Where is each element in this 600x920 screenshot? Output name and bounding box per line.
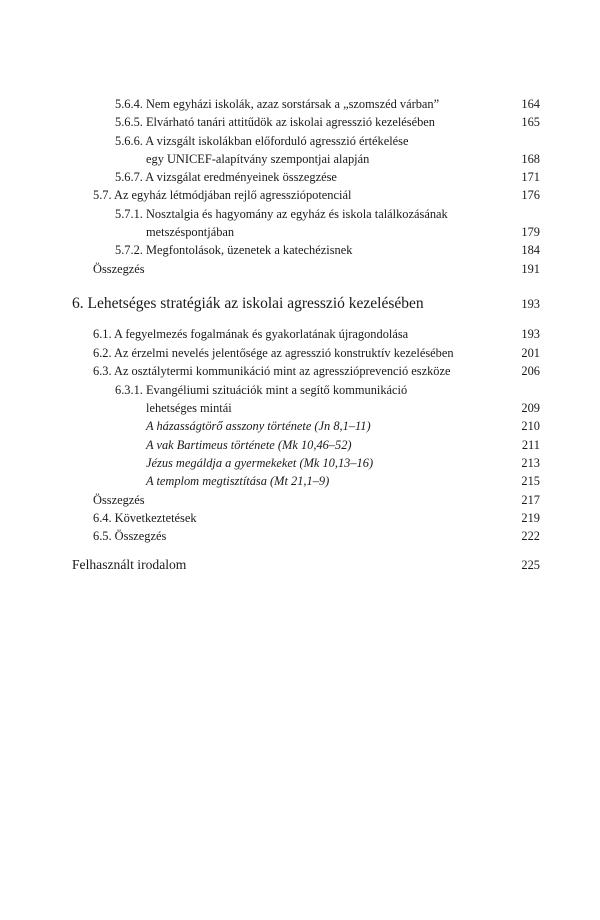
toc-entry-title: Jézus megáldja a gyermekeket (Mk 10,13–16) — [146, 456, 374, 470]
toc-entry-page: 219 — [521, 511, 540, 525]
toc-entry-title: A vak Bartimeus története (Mk 10,46–52) — [146, 438, 352, 452]
toc-entry-title: Összegzés — [93, 262, 145, 276]
toc-entry-page: 201 — [521, 346, 540, 360]
toc-chapter-page: 193 — [521, 297, 540, 311]
toc-entry-page: 184 — [521, 243, 540, 257]
toc-entry-title: 6.4. Következtetések — [93, 511, 197, 525]
toc-entry-page: 225 — [521, 558, 540, 572]
toc-entry-page: 222 — [521, 529, 540, 543]
toc-entry-page: 210 — [521, 419, 540, 433]
toc-entry-page: 191 — [521, 262, 540, 276]
toc-entry-title: 5.7. Az egyház létmódjában rejlő agressziópotenciál — [93, 188, 352, 202]
toc-entry-title: lehetséges mintái — [146, 401, 232, 415]
toc-entry-title: Felhasznált irodalom — [72, 557, 187, 572]
toc-entry-page: 217 — [521, 493, 540, 507]
toc-entry-page: 179 — [521, 225, 540, 239]
toc-entry-page: 193 — [521, 327, 540, 341]
toc-entry-title: egy UNICEF-alapítvány szempontjai alapján — [146, 152, 370, 166]
toc-entry-title: 6.3. Az osztálytermi kommunikáció mint az agresszióprevenció eszköze — [93, 364, 451, 378]
toc-entry-page: 171 — [521, 170, 540, 184]
toc-entry-title: 5.6.5. Elvárható tanári attitűdök az iskolai agresszió kezelésében — [115, 115, 435, 129]
toc-chapter-title: 6. Lehetséges stratégiák az iskolai agresszió kezelésében — [72, 295, 424, 312]
toc-entry-title: 6.1. A fegyelmezés fogalmának és gyakorlatának újragondolása — [93, 327, 409, 341]
toc-entry-page: 164 — [521, 97, 540, 111]
toc-entry-page: 213 — [521, 456, 540, 470]
toc-entry-page: 209 — [521, 401, 540, 415]
toc-entry-title: 6.5. Összegzés — [93, 529, 167, 543]
toc-entry-title: A házasságtörő asszony története (Jn 8,1–11) — [146, 419, 371, 433]
toc-entry-title: 5.6.6. A vizsgált iskolákban előforduló agresszió értékelése — [115, 134, 409, 148]
toc-entry-title: 5.7.1. Nosztalgia és hagyomány az egyház és iskola találkozásának — [115, 207, 448, 221]
toc-entry-title: metszéspontjában — [146, 225, 235, 239]
toc-entry-title: A templom megtisztítása (Mt 21,1–9) — [146, 474, 330, 488]
toc-entry-title: 6.2. Az érzelmi nevelés jelentősége az agresszió konstruktív kezelésében — [93, 346, 454, 360]
toc-entry-page: 206 — [521, 364, 540, 378]
toc-entry-page: 165 — [521, 115, 540, 129]
toc-entry-title: 5.6.7. A vizsgálat eredményeinek összegzése — [115, 170, 337, 184]
toc-entry-page: 176 — [521, 188, 540, 202]
toc-entry-title: Összegzés — [93, 493, 145, 507]
toc-entry-title: 5.7.2. Megfontolások, üzenetek a katechézisnek — [115, 243, 353, 257]
toc-entry-page: 215 — [521, 474, 540, 488]
toc-entry-title: 6.3.1. Evangéliumi szituációk mint a segítő kommunikáció — [115, 383, 408, 397]
toc-entry-title: 5.6.4. Nem egyházi iskolák, azaz sorstársak a „szomszéd várban” — [115, 97, 440, 111]
toc-entry-page: 168 — [521, 152, 540, 166]
toc-entry-page: 211 — [521, 438, 540, 452]
